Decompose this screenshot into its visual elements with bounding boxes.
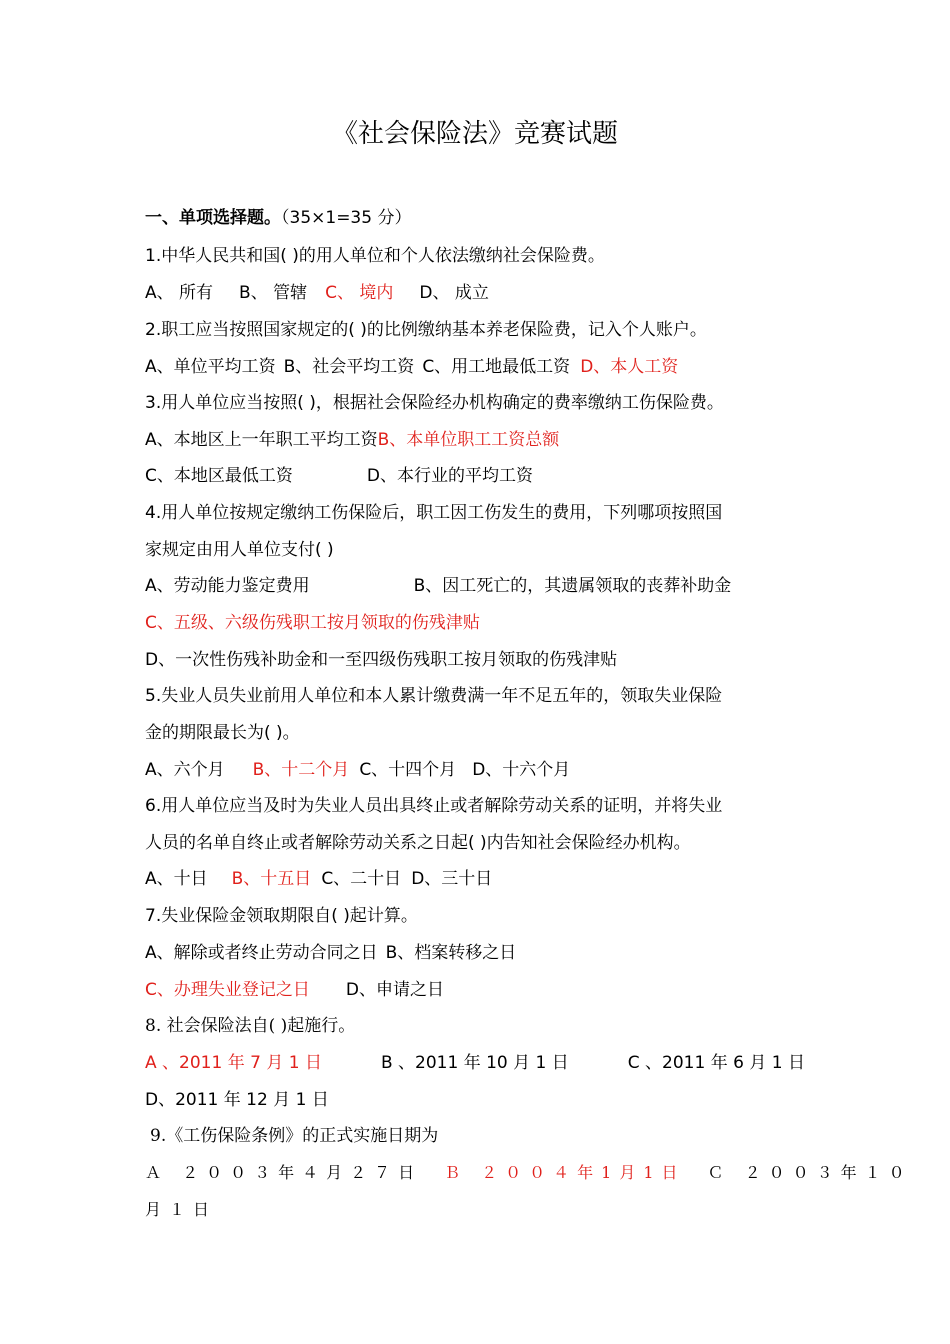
option-c: C、用工地最低工资 [422, 357, 571, 377]
option-c: Ｃ ２００３年１０ [707, 1163, 913, 1182]
question-6-options [145, 867, 835, 891]
option-a-answer: A 、2011 年 7 月 1 日 [145, 1053, 322, 1073]
question-4-options-row1 [145, 574, 835, 598]
question-4-option-c-answer: C、五级、六级伤残职工按月领取的伤残津贴 [145, 613, 480, 633]
option-c: C、十四个月 [359, 760, 457, 780]
option-c-answer: C、办理失业登记之日 [145, 980, 310, 1000]
option-b-answer: Ｂ ２００４年1月1日 [444, 1163, 686, 1182]
section-score: （35×1=35 分） [281, 208, 412, 228]
question-8-option-d: D、2011 年 12 月 1 日 [145, 1090, 329, 1110]
option-d: D、本行业的平均工资 [366, 466, 533, 486]
option-b-answer: B、十五日 [231, 869, 312, 889]
page-title: 《社会保险法》竞赛试题 [331, 119, 618, 149]
question-3: 3.用人单位应当按照( )，根据社会保险经办机构确定的费率缴纳工伤保险费。 [145, 393, 724, 413]
option-a: A、解除或者终止劳动合同之日 [145, 943, 378, 963]
question-2-options [145, 355, 835, 379]
question-5-line-1: 5.失业人员失业前用人单位和本人累计缴费满一年不足五年的，领取失业保险 [145, 686, 723, 706]
option-a: A、 所有 [145, 283, 214, 303]
question-8: 8. 社会保险法自( )起施行。 [145, 1016, 356, 1036]
option-b: B 、2011 年 10 月 1 日 [380, 1053, 569, 1073]
question-5-options [145, 758, 835, 782]
question-5-line-2: 金的期限最长为( )。 [145, 723, 300, 743]
option-a: A、劳动能力鉴定费用 [145, 576, 310, 596]
option-a: A、十日 [145, 869, 208, 889]
option-a: A、本地区上一年职工平均工资 [145, 430, 378, 450]
question-3-options-row1 [145, 428, 835, 452]
option-a: A、单位平均工资 [145, 357, 276, 377]
option-c-answer: C、 境内 [325, 283, 394, 303]
question-3-options-row2 [145, 464, 835, 488]
section-heading [145, 206, 835, 230]
question-9-options-row1 [145, 1161, 913, 1185]
question-6-line-2: 人员的名单自终止或者解除劳动关系之日起( )内告知社会保险经办机构。 [145, 833, 691, 853]
option-b: B、因工死亡的，其遗属领取的丧葬补助金 [413, 576, 732, 596]
option-a: A、六个月 [145, 760, 225, 780]
option-a: Ａ ２００３年４月２７日 [145, 1163, 423, 1182]
option-d-answer: D、本人工资 [580, 357, 679, 377]
question-1-options [145, 281, 835, 305]
option-b-answer: B、十二个月 [252, 760, 350, 780]
question-1: 1.中华人民共和国( )的用人单位和个人依法缴纳社会保险费。 [145, 246, 605, 266]
option-b: B、档案转移之日 [385, 943, 517, 963]
option-c: C、二十日 [321, 869, 402, 889]
option-b: B、 管辖 [239, 283, 308, 303]
option-c: C、本地区最低工资 [145, 466, 293, 486]
option-b-answer: B、本单位职工工资总额 [377, 430, 560, 450]
option-c-continued: 月１日 [145, 1200, 218, 1219]
question-4-line-2: 家规定由用人单位支付( ) [145, 540, 334, 560]
section-heading-text: 一、单项选择题。 [145, 208, 281, 228]
question-9: 9.《工伤保险条例》的正式实施日期为 [150, 1126, 439, 1146]
question-7: 7.失业保险金领取期限自( )起计算。 [145, 906, 418, 926]
option-d: D、 成立 [419, 283, 489, 303]
question-7-options-row2 [145, 978, 835, 1002]
option-d: D、三十日 [411, 869, 493, 889]
question-8-options-row1 [145, 1051, 805, 1075]
question-9-options-row2 [145, 1198, 835, 1222]
question-4-line-1: 4.用人单位按规定缴纳工伤保险后，职工因工伤发生的费用，下列哪项按照国 [145, 503, 723, 523]
option-b: B、社会平均工资 [283, 357, 415, 377]
option-d: D、十六个月 [472, 760, 571, 780]
question-2: 2.职工应当按照国家规定的( )的比例缴纳基本养老保险费，记入个人账户。 [145, 320, 707, 340]
question-6-line-1: 6.用人单位应当及时为失业人员出具终止或者解除劳动关系的证明，并将失业 [145, 796, 723, 816]
option-d: D、申请之日 [345, 980, 444, 1000]
question-7-options-row1 [145, 941, 835, 965]
question-4-option-d: D、一次性伤残补助金和一至四级伤残职工按月领取的伤残津贴 [145, 650, 618, 670]
option-c: C 、2011 年 6 月 1 日 [627, 1053, 805, 1073]
